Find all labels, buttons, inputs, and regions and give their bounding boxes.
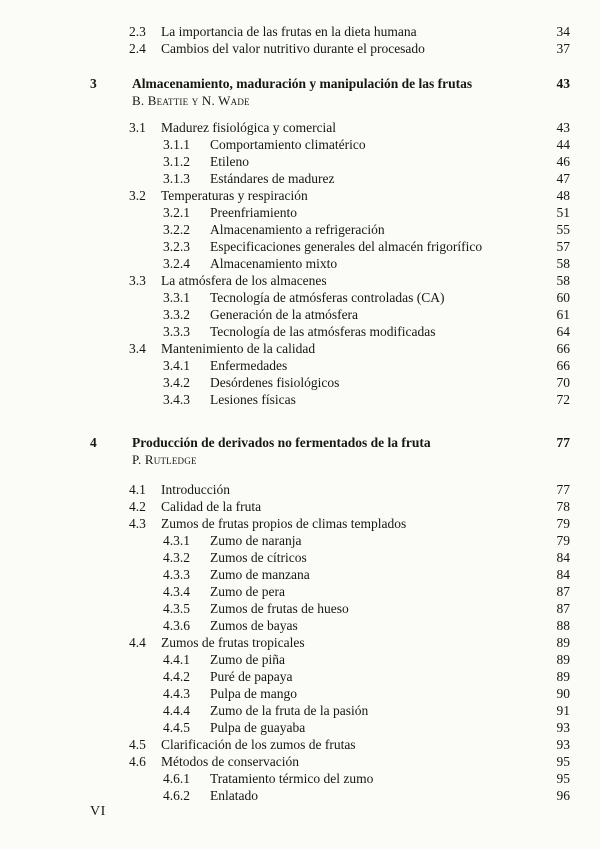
toc-entry-number: 3.4 <box>129 341 146 356</box>
toc-entry-page: 78 <box>556 499 570 514</box>
toc-entry-title: Zumos de frutas tropicales <box>161 635 305 650</box>
toc-author-name: B. Beattie y N. Wade <box>132 93 250 108</box>
toc-entry-number: 2.4 <box>129 41 146 56</box>
footer-page-number: VI <box>90 804 106 819</box>
toc-entry-title: Lesiones físicas <box>210 392 296 407</box>
toc-entry-title: Pulpa de mango <box>210 686 297 701</box>
toc-subsection-row <box>90 374 570 391</box>
toc-entry-number: 4.6.2 <box>163 788 190 803</box>
toc-section-row <box>90 40 570 57</box>
toc-subsection-row <box>90 323 570 340</box>
toc-entry-number: 4.4.2 <box>163 669 190 684</box>
toc-subsection-row <box>90 770 570 787</box>
toc-section-row <box>90 515 570 532</box>
toc-entry-title: Enlatado <box>210 788 258 803</box>
toc-entry-title: Preenfriamiento <box>210 205 297 220</box>
toc-entry-number: 4.3.1 <box>163 533 190 548</box>
toc-entry-title: Comportamiento climatérico <box>210 137 366 152</box>
toc-entry-title: Clarificación de los zumos de frutas <box>161 737 356 752</box>
toc-gap <box>90 109 570 119</box>
toc-entry-title: Pulpa de guayaba <box>210 720 306 735</box>
toc-subsection-row <box>90 702 570 719</box>
toc-entry-page: 55 <box>556 222 570 237</box>
toc-entry-title: Temperaturas y respiración <box>161 188 308 203</box>
toc-entry-number: 3.2.1 <box>163 205 190 220</box>
toc-entry-page: 84 <box>556 567 570 582</box>
toc-subsection-row <box>90 306 570 323</box>
toc-entry-page: 66 <box>556 341 570 356</box>
toc-entry-page: 84 <box>556 550 570 565</box>
toc-entry-number: 3.3.1 <box>163 290 190 305</box>
toc-entry-number: 4.3 <box>129 516 146 531</box>
toc-entry-title: Almacenamiento, maduración y manipulación de las frutas <box>132 76 473 91</box>
toc-entry-page: 95 <box>556 771 570 786</box>
toc-entry-title: Zumo de manzana <box>210 567 310 582</box>
toc-subsection-row <box>90 600 570 617</box>
toc-entry-page: 43 <box>556 76 570 91</box>
toc-subsection-row <box>90 204 570 221</box>
toc-entry-number: 2.3 <box>129 24 146 39</box>
toc-entry-number: 4.3.6 <box>163 618 190 633</box>
toc-entry-title: La atmósfera de los almacenes <box>161 273 327 288</box>
toc-subsection-row <box>90 549 570 566</box>
toc-list <box>90 23 570 804</box>
toc-subsection-row <box>90 668 570 685</box>
toc-entry-page: 72 <box>556 392 570 407</box>
toc-entry-number: 3.2.3 <box>163 239 190 254</box>
toc-entry-number: 3.3.2 <box>163 307 190 322</box>
toc-entry-number: 4.3.5 <box>163 601 190 616</box>
toc-entry-page: 47 <box>556 171 570 186</box>
toc-entry-page: 58 <box>556 273 570 288</box>
toc-subsection-row <box>90 221 570 238</box>
toc-author-row <box>90 451 570 468</box>
toc-entry-page: 61 <box>556 307 570 322</box>
toc-section-row <box>90 340 570 357</box>
toc-entry-number: 4 <box>90 435 97 450</box>
toc-author-row <box>90 92 570 109</box>
toc-entry-number: 4.5 <box>129 737 146 752</box>
toc-subsection-row <box>90 255 570 272</box>
toc-entry-page: 57 <box>556 239 570 254</box>
toc-entry-title: Tecnología de atmósferas controladas (CA) <box>210 290 445 305</box>
toc-entry-number: 4.4.4 <box>163 703 190 718</box>
toc-entry-page: 66 <box>556 358 570 373</box>
toc-subsection-row <box>90 651 570 668</box>
toc-entry-title: Zumos de frutas propios de climas templados <box>161 516 407 531</box>
toc-entry-number: 3.3.3 <box>163 324 190 339</box>
toc-entry-number: 3 <box>90 76 97 91</box>
toc-section-row <box>90 23 570 40</box>
toc-entry-page: 87 <box>556 584 570 599</box>
toc-entry-page: 37 <box>556 41 570 56</box>
toc-entry-number: 4.6.1 <box>163 771 190 786</box>
toc-entry-title: Cambios del valor nutritivo durante el procesado <box>161 41 425 56</box>
toc-gap <box>90 468 570 481</box>
toc-gap <box>90 408 570 434</box>
toc-entry-title: Métodos de conservación <box>161 754 299 769</box>
toc-entry-title: Zumos de bayas <box>210 618 298 633</box>
toc-entry-title: Zumo de la fruta de la pasión <box>210 703 369 718</box>
toc-entry-page: 46 <box>556 154 570 169</box>
toc-entry-number: 3.1.3 <box>163 171 190 186</box>
toc-entry-number: 4.6 <box>129 754 146 769</box>
toc-entry-title: Almacenamiento a refrigeración <box>210 222 385 237</box>
toc-entry-page: 64 <box>556 324 570 339</box>
toc-entry-page: 89 <box>556 652 570 667</box>
toc-entry-page: 93 <box>556 737 570 752</box>
toc-entry-number: 4.4 <box>129 635 146 650</box>
toc-entry-number: 3.4.2 <box>163 375 190 390</box>
toc-entry-number: 3.1 <box>129 120 146 135</box>
toc-entry-title: Producción de derivados no fermentados de la fruta <box>132 435 431 450</box>
toc-subsection-row <box>90 391 570 408</box>
toc-chapter-row <box>90 75 570 92</box>
toc-entry-number: 4.4.3 <box>163 686 190 701</box>
toc-entry-title: Zumo de pera <box>210 584 285 599</box>
toc-subsection-row <box>90 719 570 736</box>
toc-section-row <box>90 272 570 289</box>
toc-entry-title: Almacenamiento mixto <box>210 256 338 271</box>
toc-section-row <box>90 481 570 498</box>
toc-entry-page: 60 <box>556 290 570 305</box>
toc-entry-title: La importancia de las frutas en la dieta humana <box>161 24 417 39</box>
toc-section-row <box>90 498 570 515</box>
toc-entry-page: 90 <box>556 686 570 701</box>
toc-entry-number: 4.2 <box>129 499 146 514</box>
toc-subsection-row <box>90 617 570 634</box>
toc-entry-page: 43 <box>556 120 570 135</box>
toc-entry-page: 95 <box>556 754 570 769</box>
toc-entry-title: Zumos de cítricos <box>210 550 307 565</box>
toc-entry-number: 3.1.2 <box>163 154 190 169</box>
toc-entry-title: Zumo de naranja <box>210 533 302 548</box>
toc-section-row <box>90 736 570 753</box>
toc-entry-page: 34 <box>556 24 570 39</box>
toc-subsection-row <box>90 532 570 549</box>
toc-entry-page: 77 <box>556 482 570 497</box>
toc-entry-title: Tecnología de las atmósferas modificadas <box>210 324 436 339</box>
toc-subsection-row <box>90 685 570 702</box>
toc-subsection-row <box>90 583 570 600</box>
toc-entry-title: Zumos de frutas de hueso <box>210 601 349 616</box>
toc-entry-page: 48 <box>556 188 570 203</box>
toc-entry-number: 3.2 <box>129 188 146 203</box>
toc-entry-number: 4.4.1 <box>163 652 190 667</box>
toc-section-row <box>90 187 570 204</box>
toc-entry-title: Zumo de piña <box>210 652 285 667</box>
toc-entry-number: 3.2.4 <box>163 256 190 271</box>
toc-chapter-row <box>90 434 570 451</box>
toc-author-name: P. Rutledge <box>132 452 197 467</box>
toc-entry-title: Desórdenes fisiológicos <box>210 375 340 390</box>
toc-entry-title: Enfermedades <box>210 358 288 373</box>
toc-subsection-row <box>90 566 570 583</box>
toc-entry-page: 79 <box>556 533 570 548</box>
toc-entry-page: 91 <box>556 703 570 718</box>
toc-section-row <box>90 119 570 136</box>
toc-entry-page: 44 <box>556 137 570 152</box>
toc-entry-page: 96 <box>556 788 570 803</box>
toc-entry-page: 89 <box>556 635 570 650</box>
toc-entry-title: Introducción <box>161 482 230 497</box>
toc-entry-page: 70 <box>556 375 570 390</box>
toc-entry-number: 4.3.4 <box>163 584 190 599</box>
toc-entry-number: 4.3.2 <box>163 550 190 565</box>
toc-entry-number: 3.3 <box>129 273 146 288</box>
toc-entry-title: Estándares de madurez <box>210 171 335 186</box>
toc-subsection-row <box>90 238 570 255</box>
toc-entry-page: 93 <box>556 720 570 735</box>
toc-entry-title: Puré de papaya <box>210 669 293 684</box>
toc-entry-number: 3.2.2 <box>163 222 190 237</box>
toc-entry-title: Madurez fisiológica y comercial <box>161 120 337 135</box>
toc-entry-number: 4.4.5 <box>163 720 190 735</box>
toc-entry-page: 51 <box>556 205 570 220</box>
toc-entry-page: 79 <box>556 516 570 531</box>
toc-subsection-row <box>90 787 570 804</box>
toc-entry-page: 89 <box>556 669 570 684</box>
toc-entry-number: 3.1.1 <box>163 137 190 152</box>
toc-entry-number: 4.3.3 <box>163 567 190 582</box>
toc-entry-title: Etileno <box>210 154 249 169</box>
toc-section-row <box>90 753 570 770</box>
toc-entry-page: 87 <box>556 601 570 616</box>
toc-subsection-row <box>90 289 570 306</box>
toc-entry-number: 3.4.3 <box>163 392 190 407</box>
toc-subsection-row <box>90 357 570 374</box>
toc-entry-page: 77 <box>556 435 570 450</box>
toc-entry-title: Calidad de la fruta <box>161 499 262 514</box>
toc-subsection-row <box>90 170 570 187</box>
toc-subsection-row <box>90 153 570 170</box>
toc-subsection-row <box>90 136 570 153</box>
toc-entry-title: Generación de la atmósfera <box>210 307 359 322</box>
toc-gap <box>90 57 570 75</box>
toc-entry-title: Tratamiento térmico del zumo <box>210 771 374 786</box>
toc-entry-title: Mantenimiento de la calidad <box>161 341 316 356</box>
toc-entry-number: 4.1 <box>129 482 146 497</box>
toc-entry-number: 3.4.1 <box>163 358 190 373</box>
toc-entry-page: 58 <box>556 256 570 271</box>
toc-entry-page: 88 <box>556 618 570 633</box>
toc-entry-title: Especificaciones generales del almacén frigorífico <box>210 239 483 254</box>
toc-section-row <box>90 634 570 651</box>
